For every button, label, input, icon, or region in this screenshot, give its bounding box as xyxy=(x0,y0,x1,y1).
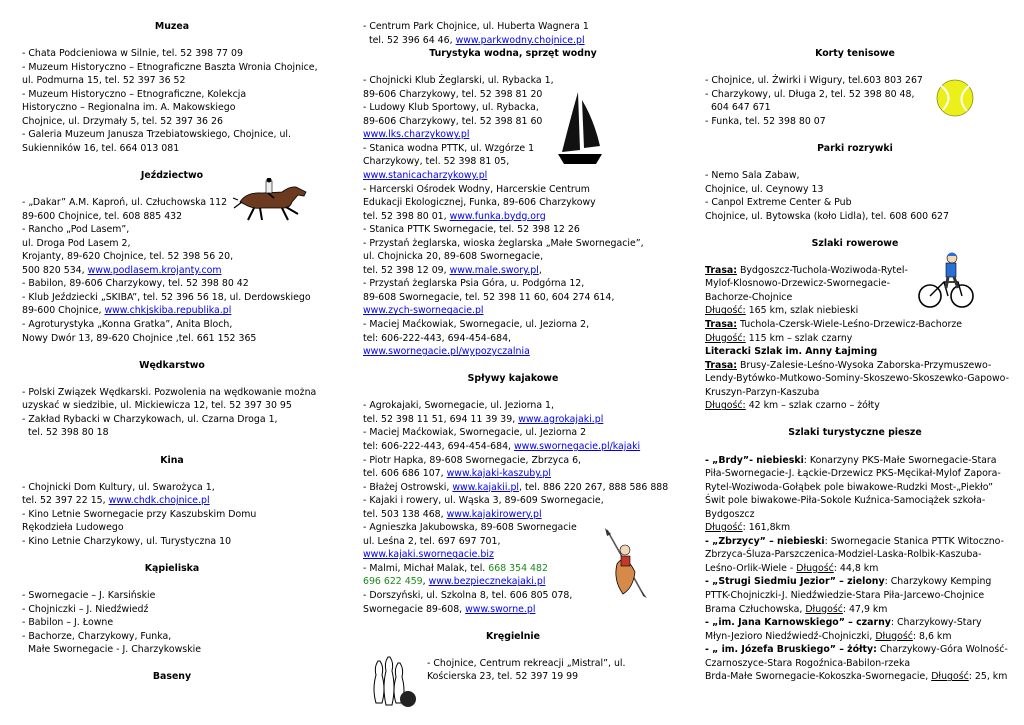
dlugosc-label: Długość xyxy=(705,522,743,534)
item-text: tel. 606 686 107, xyxy=(363,468,447,480)
list-item xyxy=(22,494,322,508)
link-zych[interactable]: www.zych-swornegacie.pl xyxy=(363,305,484,317)
item-text: : Swornegacie Stanica PTTK Witoczno- xyxy=(824,535,1004,547)
list-item: Kruszyn-Parzyn-Kaszuba xyxy=(705,386,820,398)
list-item xyxy=(705,562,1005,576)
heading-turystyka-wodna: Turystyka wodna, sprzęt wodny xyxy=(429,48,597,60)
list-item: - Muzeum Historyczno – Etnograficzne, Kolekcja xyxy=(22,88,247,100)
list-item: - Funka, tel. 52 398 80 07 xyxy=(705,115,826,127)
list-item xyxy=(705,535,1005,549)
list-item: Mylof-Klosnowo-Drzewicz-Swornegacie- xyxy=(705,278,891,290)
item-text: , xyxy=(422,576,429,588)
link-bezpiecznekajaki[interactable]: www.bezpiecznekajaki.pl xyxy=(428,576,546,588)
item-text: tel. 503 138 468, xyxy=(363,508,447,520)
parki-list xyxy=(705,169,1005,223)
column-left xyxy=(22,20,322,684)
link-agrokajaki[interactable]: www.agrokajaki.pl xyxy=(518,413,604,425)
list-item: - Charzykowy, ul. Długa 2, tel. 52 398 80 48, xyxy=(705,88,915,100)
item-text: tel. 52 398 80 01, xyxy=(363,210,450,222)
heading-korty: Korty tenisowe xyxy=(815,48,895,60)
trasa-label: Trasa: xyxy=(705,359,737,371)
heading-muzea: Muzea xyxy=(154,21,190,32)
heading-kina: Kina xyxy=(160,454,184,466)
dlugosc-label: Długość xyxy=(796,562,834,574)
link-swornegacie-kajaki[interactable]: www.swornegacie.pl/kajaki xyxy=(514,440,641,452)
list-item xyxy=(705,616,1005,630)
heading-splywy: Spływy kajakowe xyxy=(467,373,559,385)
item-text: Tuchola-Czersk-Wiele-Leśno-Drzewicz-Bachorze xyxy=(736,319,963,331)
item-text: tel. 52 398 12 09, xyxy=(363,264,450,276)
list-item: Chojnice, ul. Bytowska (koło Lidla), tel. 608 600 627 xyxy=(705,210,949,222)
list-item: - Maciej Maćkowiak, Swornegacie, ul. Jeziorna 2, xyxy=(363,319,590,331)
list-item: Czarnoszyce-Stara Rogoźnica-Babilon-rzeka xyxy=(705,657,911,669)
link-sworne[interactable]: www.sworne.pl xyxy=(465,603,536,615)
list-item: - Harcerski Ośrodek Wodny, Harcerskie Centrum xyxy=(363,183,590,195)
list-item xyxy=(705,332,1005,346)
list-item xyxy=(363,467,663,481)
item-text: tel. 52 397 22 15, xyxy=(22,495,109,507)
list-item xyxy=(705,454,1005,468)
list-item: - Kino Letnie Charzykowy, ul. Turystyczna 10 xyxy=(22,535,232,547)
list-item xyxy=(705,399,1005,413)
muzea-list xyxy=(22,47,322,155)
link-lks[interactable]: www.lks.charzykowy.pl xyxy=(363,129,470,141)
link-wypozyczalnia[interactable]: www.swornegacie.pl/wypozyczalnia xyxy=(363,346,530,358)
link-kajaki-kaszuby[interactable]: www.kajaki-kaszuby.pl xyxy=(446,468,551,480)
heading-wedkarstwo: Wędkarstwo xyxy=(139,359,205,371)
item-text: Leśno-Orlik-Wiele - xyxy=(705,562,797,574)
item-text: - Malmi, Michał Malak, tel. xyxy=(363,562,489,574)
trail-name: - „im. Jana Karnowskiego” – czarny xyxy=(705,617,891,629)
list-item: Literacki Szlak im. Anny Łajming xyxy=(705,346,878,358)
list-item: - Chata Podcieniowa w Silnie, tel. 52 398 77 09 xyxy=(22,48,243,60)
list-item: - Polski Związek Wędkarski. Pozwolenia na wędkowanie można xyxy=(22,386,317,398)
list-item: - Kino Letnie Swornegacie przy Kaszubskim Domu xyxy=(22,508,257,520)
list-item: Bachorze-Chojnice xyxy=(705,291,793,303)
item-text: Brda-Małe Swornegacie-Kokoszka-Swornegacie, xyxy=(705,671,932,683)
trasa-label: Trasa: xyxy=(705,319,737,331)
item-text: Bydgoszcz-Tuchola-Woziwoda-Rytel- xyxy=(736,264,908,276)
list-item: ul. Podmurna 15, tel. 52 397 36 52 xyxy=(22,75,186,87)
list-item: - Klub Jeździecki „SKIBA”, tel. 52 396 56 18, ul. Derdowskiego xyxy=(22,291,311,303)
heading-kapieliska: Kąpieliska xyxy=(144,562,200,574)
list-item: Chojnice, ul. Drzymały 5, tel. 52 397 36 26 xyxy=(22,115,223,127)
item-text: Swornegacie 89-608, xyxy=(363,603,466,615)
list-item xyxy=(363,603,663,617)
list-item: - Stanica wodna PTTK, ul. Wzgórze 1 xyxy=(363,142,535,154)
list-item: 89-608 Swornegacie, tel. 52 398 11 60, 604 274 614, xyxy=(363,291,615,303)
list-item: 89-606 Charzykowy, tel. 52 398 81 60 xyxy=(363,115,543,127)
dlugosc-label: Długość: xyxy=(705,400,746,412)
list-item: - Swornegacie – J. Karsińskie xyxy=(22,589,156,601)
list-item: Krojanty, 89-620 Chojnice, tel. 52 398 56 20, xyxy=(22,251,234,263)
list-item: - Stanica PTTK Swornegacie, tel. 52 398 12 26 xyxy=(363,224,580,236)
item-text: : 8,6 km xyxy=(912,630,952,642)
link-male-swory[interactable]: www.male.swory.pl xyxy=(449,264,539,276)
list-item: Świt pole biwakowe-Piła-Sokole Kuźnica-Samociążek szkoła- xyxy=(705,495,986,507)
trasa-label: Trasa: xyxy=(705,264,737,276)
sailboat-icon xyxy=(556,90,604,168)
trail-name: - „ im. Józefa Bruskiego” – żółty: xyxy=(705,644,877,656)
list-item xyxy=(363,264,663,278)
list-item xyxy=(363,508,663,522)
trail-name: - „Brdy”- niebieski xyxy=(705,454,804,466)
item-text: : 25, km xyxy=(968,671,1008,683)
item-text: Brusy-Zalesie-Leśno-Wysoka Zaborska-Przymuszewo- xyxy=(736,359,992,371)
item-text: - Błażej Ostrowski, xyxy=(363,481,453,493)
list-item: Bydgoszcz xyxy=(705,508,755,520)
list-item: Rękodzieła Ludowego xyxy=(22,522,124,534)
turystyka-list xyxy=(363,74,663,358)
link-parkwodny[interactable]: www.parkwodny.chojnice.pl xyxy=(455,34,585,46)
dlugosc-label: Długość xyxy=(805,603,843,615)
heading-szlaki-piesze: Szlaki turystyczne piesze xyxy=(788,427,922,439)
list-item: - Chojniczki – J. Niedźwiedź xyxy=(22,603,149,615)
horse-rider-icon xyxy=(232,178,312,222)
item-text: Młyn-Jezioro Niedźwiedź-Chojniczki, xyxy=(705,630,876,642)
heading-parki: Parki rozrywki xyxy=(817,142,893,154)
list-item xyxy=(363,345,663,359)
list-item xyxy=(363,413,663,427)
list-item xyxy=(705,670,1008,684)
list-item: - Agrokajaki, Swornegacie, ul. Jeziorna 1, xyxy=(363,400,555,412)
list-item: - „Dakar” A.M. Kaproń, ul. Człuchowska 112 xyxy=(22,197,228,209)
list-item: 89-600 Chojnice, tel. 608 885 432 xyxy=(22,210,183,222)
heading-kregielnie: Kręgielnie xyxy=(486,630,540,642)
heading-jezdziectwo: Jeździectwo xyxy=(140,170,204,182)
list-item xyxy=(705,318,1005,332)
link-podlasem[interactable]: www.podlasem.krojanty.com xyxy=(87,264,222,276)
list-item: Kościerska 23, tel. 52 397 19 99 xyxy=(427,671,579,683)
heading-szlaki-rowerowe: Szlaki rowerowe xyxy=(811,237,899,249)
list-item xyxy=(22,264,322,278)
item-text: tel. 52 396 64 46, xyxy=(363,34,456,46)
list-item: Małe Swornegacie - J. Charzykowskie xyxy=(22,644,201,656)
trail-name: - „Zbrzycy” – niebieski xyxy=(705,535,825,547)
link-kajaki-swornegacie[interactable]: www.kajaki.swornegacie.biz xyxy=(363,549,494,561)
item-text: : 44,8 km xyxy=(833,562,879,574)
list-item: Edukacji Ekologicznej, Funka, 89-606 Charzykowy xyxy=(363,197,596,209)
list-item: - Agroturystyka „Konna Gratka”, Anita Bloch, xyxy=(22,319,233,331)
column-right xyxy=(705,20,1009,684)
dlugosc-label: Długość: xyxy=(705,332,746,344)
item-text: : Charzykowy Kemping xyxy=(884,576,992,588)
list-item xyxy=(363,481,669,495)
item-text: 89-600 Chojnice, xyxy=(22,305,105,317)
item-text: tel. 52 398 11 51, 694 11 39 39, xyxy=(363,413,519,425)
list-item xyxy=(705,575,1005,589)
list-item xyxy=(363,304,663,318)
link-stanica[interactable]: www.stanicacharzykowy.pl xyxy=(363,170,488,182)
list-item: - Chojnicki Klub Żeglarski, ul. Rybacka 1, xyxy=(363,75,554,87)
list-item xyxy=(363,34,663,48)
list-item: - Dorszyński, ul. Szkolna 8, tel. 606 805 078, xyxy=(363,589,573,601)
item-text: tel: 606-222-443, 694-454-684, xyxy=(363,440,515,452)
item-text: Charzykowy-Góra Wolność- xyxy=(876,644,1008,656)
piesze-list xyxy=(705,454,1008,684)
list-item: PTTK-Chojniczki-J. Niedźwiedzie-Stara Piła-Jarcewo-Chojnice xyxy=(705,589,985,601)
list-item: - Chojnice, ul. Żwirki i Wigury, tel.603 803 267 xyxy=(705,75,923,87)
trail-name: - „Strugi Siedmiu Jezior” – zielony xyxy=(705,576,885,588)
list-item: Charzykowy, tel. 52 398 81 05, xyxy=(363,156,510,168)
list-item xyxy=(705,630,1005,644)
link-kajakii[interactable]: www.kajakii.pl xyxy=(452,481,520,493)
list-item: Rytel-Woziwoda-Gołąbek pole biwakowe-Rudzki Most-„Piekło” xyxy=(705,481,993,493)
item-text: , tel. 886 220 267, 888 586 888 xyxy=(519,481,669,493)
list-item: - Canpol Extreme Center & Pub xyxy=(705,197,852,209)
list-item: - Przystań żeglarska, wioska żeglarska „Małe Swornegacie”, xyxy=(363,237,644,249)
list-item: - Ludowy Klub Sportowy, ul. Rybacka, xyxy=(363,102,539,114)
list-item: Piła-Swornegacie-J. Łąckie-Drzewicz PKS-Męcikał-Mylof Zapora- xyxy=(705,468,1001,480)
list-item: Zbrzyca-Śluza-Parszczenica-Modziel-Laska-Rolbik-Kaszuba- xyxy=(705,549,982,561)
list-item: - Rancho „Pod Lasem”, xyxy=(22,224,130,236)
list-item xyxy=(363,128,663,142)
list-item: - Muzeum Historyczno – Etnograficzne Baszta Wronia Chojnice, xyxy=(22,61,318,73)
list-item: - Agnieszka Jakubowska, 89-608 Swornegacie xyxy=(363,522,577,534)
list-item: Nowy Dwór 13, 89-620 Chojnice ,tel. 661 152 365 xyxy=(22,332,257,344)
kina-list xyxy=(22,481,322,549)
phone-green: 696 622 459 xyxy=(363,576,423,588)
list-item: - Nemo Sala Zabaw, xyxy=(705,170,800,182)
dlugosc-label: Długość: xyxy=(705,305,746,317)
wedkarstwo-list xyxy=(22,386,322,440)
list-item: 89-606 Charzykowy, tel. 52 398 81 20 xyxy=(363,88,543,100)
list-item: ul. Chojnicka 20, 89-608 Swornegacie, xyxy=(363,251,544,263)
link-chdk[interactable]: www.chdk.chojnice.pl xyxy=(108,495,210,507)
item-text: : Charzykowy-Stary xyxy=(890,617,982,629)
list-item: - Maciej Maćkowiak, Swornegacie, ul. Jeziorna 2 xyxy=(363,427,587,439)
list-item: tel. 52 398 80 18 xyxy=(22,427,109,439)
list-item: uzyskać w siedzibie, ul. Mickiewicza 12, tel. 52 397 30 95 xyxy=(22,400,292,412)
dlugosc-label: Długość xyxy=(931,671,969,683)
list-item: - Galeria Muzeum Janusza Trzebiatowskiego, Chojnice, ul. xyxy=(22,129,292,141)
list-item: - Przystań żeglarska Psia Góra, u. Podgórna 12, xyxy=(363,278,585,290)
list-item: - Bachorze, Charzykowy, Funka, xyxy=(22,630,172,642)
tennis-ball-icon xyxy=(935,78,975,118)
item-text: 42 km – szlak czarno – żółty xyxy=(745,400,880,412)
basen-entry xyxy=(363,20,663,47)
list-item: - Chojnice, Centrum rekreacji „Mistral”, ul. xyxy=(427,657,626,669)
list-item: - Kajaki i rowery, ul. Wąska 3, 89-609 Swornegacie, xyxy=(363,495,604,507)
list-item: Sukienników 16, tel. 664 013 081 xyxy=(22,142,180,154)
item-text: Brama Człuchowska, xyxy=(705,603,806,615)
list-item xyxy=(705,603,1005,617)
link-funka[interactable]: www.funka.bydg.org xyxy=(449,210,546,222)
list-item xyxy=(705,521,1005,535)
list-item: - Centrum Park Chojnice, ul. Huberta Wagnera 1 xyxy=(363,21,589,32)
list-item xyxy=(363,169,663,183)
list-item: ul. Leśna 2, tel. 697 697 701, xyxy=(363,535,501,547)
list-item: ul. Droga Pod Lasem 2, xyxy=(22,237,131,249)
list-item xyxy=(705,643,1008,657)
item-text: 115 km – szlak czarny xyxy=(745,332,853,344)
phone-green: 668 354 482 xyxy=(488,562,548,574)
link-chkjskiba[interactable]: www.chkjskiba.republika.pl xyxy=(104,305,232,317)
list-item: - Chojnicki Dom Kultury, ul. Swarożyca 1, xyxy=(22,481,215,493)
list-item xyxy=(363,440,663,454)
list-item: 604 647 671 xyxy=(705,102,771,114)
list-item xyxy=(363,210,663,224)
item-text: : 47,9 km xyxy=(842,603,888,615)
kayaker-icon xyxy=(603,528,647,598)
list-item: Historyczno – Regionalna im. A. Makowskiego xyxy=(22,102,236,114)
item-text: : Konarzyny PKS-Małe Swornegacie-Stara xyxy=(803,454,997,466)
item-text: , xyxy=(538,264,542,276)
item-text: 165 km, szlak niebieski xyxy=(745,305,859,317)
item-text: : 161,8km xyxy=(742,522,791,534)
list-item: Chojnice, ul. Ceynowy 13 xyxy=(705,183,824,195)
list-item xyxy=(22,304,322,318)
list-item: Lendy-Bytówko-Mutkowo-Sominy-Skoszewo-Skoszewko-Gapowo- xyxy=(705,373,1009,385)
dlugosc-label: Długość xyxy=(875,630,913,642)
list-item: tel: 606-222-443, 694-454-684, xyxy=(363,332,512,344)
kapieliska-list xyxy=(22,589,322,657)
link-kajakirowery[interactable]: www.kajakirowery.pl xyxy=(446,508,542,520)
list-item xyxy=(705,359,1005,373)
item-text: 500 820 534, xyxy=(22,264,88,276)
list-item: - Zakład Rybacki w Charzykowach, ul. Czarna Droga 1, xyxy=(22,413,278,425)
cyclist-icon xyxy=(918,248,974,310)
list-item: - Babilon – J. Łowne xyxy=(22,617,114,629)
list-item: - Piotr Hapka, 89-608 Swornegacie, Zbrzyca 6, xyxy=(363,454,582,466)
list-item: - Babilon, 89-606 Charzykowy, tel. 52 398 80 42 xyxy=(22,278,249,290)
heading-baseny: Baseny xyxy=(152,671,192,683)
bowling-pins-icon xyxy=(368,655,416,711)
